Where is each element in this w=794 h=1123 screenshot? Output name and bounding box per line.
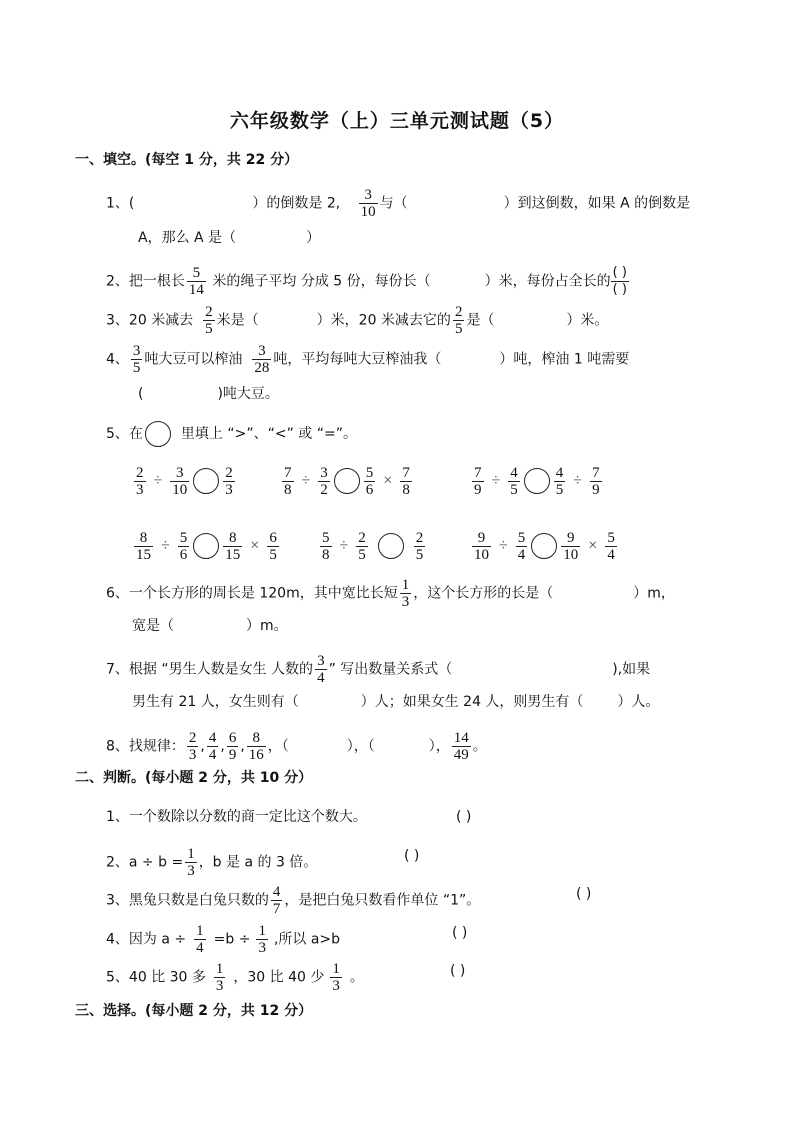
fraction: $\frac{1}{3}$ — [401, 577, 410, 610]
question-1-1: 1、( ）的倒数是 2, $\frac{3}{10}$ 与（ ）到这倒数，如果 A 的倒数是 — [106, 187, 691, 220]
judge-1: 1、一个数除以分数的商一定比这个数大。 — [106, 809, 367, 825]
compare-circle[interactable] — [334, 468, 360, 494]
compare-item: $\frac{2}{3}$ ÷ $\frac{3}{10}$ $\frac{2}{3}$ — [136, 464, 233, 498]
question-1-8: 8、找规律： $\frac{2}{3}$ , $\frac{4}{4}$ , $\frac{6}{9}$ , $\frac{8}{16}$ ，（ ），（ ）， $\frac{14}{49}$ 。 — [106, 730, 487, 763]
question-1-5: 5、在 里填上 “>”、“<” 或 “=”。 — [106, 421, 357, 447]
question-1-7: 7、根据 “男生人数是女生 人数的 $\frac{3}{4}$ ” 写出数量关系式（ ),如果 — [106, 653, 651, 686]
judge-1-answer[interactable]: ( ) — [456, 809, 472, 825]
question-1-4: 4、 $\frac{3}{5}$ 吨大豆可以榨油 $\frac{3}{28}$ 吨，平均每吨大豆榨油我（ ）吨，榨油 1 吨需要 — [106, 343, 630, 376]
question-1-6-cont: 宽是（ ）m。 — [132, 618, 288, 634]
judge-3: 3、黑兔只数是白兔只数的 $\frac{4}{7}$ ，是把白兔只数看作单位 “1”。 — [106, 884, 481, 917]
fraction-answer-box: ( ) ( ) — [612, 265, 627, 297]
compare-item: $\frac{5}{8}$ ÷ $\frac{2}{5}$ $\frac{2}{5}$ — [322, 529, 424, 563]
fraction: $\frac{3}{10}$ — [360, 187, 376, 220]
judge-3-answer[interactable]: ( ) — [576, 886, 592, 902]
fraction: $\frac{3}{4}$ — [317, 653, 325, 686]
section-1-heading: 一、填空。(每空 1 分，共 22 分） — [75, 152, 299, 168]
judge-4-answer[interactable]: ( ) — [452, 925, 468, 941]
judge-2: 2、a ÷ b = $\frac{1}{3}$ ，b 是 a 的 3 倍。 — [106, 846, 318, 879]
question-1-3: 3、20 米减去 $\frac{2}{5}$ 米是（ ）米，20 米减去它的 $\frac{2}{5}$ 是（ ）米。 — [106, 304, 609, 337]
question-1-2: 2、把一根长 $\frac{5}{14}$ 米的绳子平均 分成 5 份，每份长（ ）米，每份占全长的 ( ) ( ) — [106, 265, 627, 298]
fraction: $\frac{5}{14}$ — [188, 265, 204, 298]
compare-circle[interactable] — [531, 533, 557, 559]
fraction: $\frac{4}{7}$ — [272, 884, 281, 917]
fraction: $\frac{2}{5}$ — [205, 304, 213, 337]
question-1-7-cont: 男生有 21 人，女生则有（ ）人；如果女生 24 人，则男生有（ ）人。 — [132, 694, 660, 710]
fraction: $\frac{3}{5}$ — [132, 343, 141, 376]
compare-circle[interactable] — [524, 468, 550, 494]
compare-circle[interactable] — [193, 533, 219, 559]
fraction: $\frac{3}{28}$ — [254, 343, 270, 376]
compare-item: $\frac{8}{15}$ ÷ $\frac{5}{6}$ $\frac{8}{15}$ × $\frac{6}{5}$ — [136, 529, 277, 563]
section-2-heading: 二、判断。(每小题 2 分，共 10 分） — [75, 770, 313, 786]
judge-5-answer[interactable]: ( ) — [450, 963, 466, 979]
compare-item: $\frac{9}{10}$ ÷ $\frac{5}{4}$ $\frac{9}{10}$ × $\frac{5}{4}$ — [474, 529, 615, 563]
question-1-1-cont: A，那么 A 是（ ） — [138, 230, 321, 246]
question-1-4-cont: ( )吨大豆。 — [138, 386, 279, 402]
fraction: $\frac{1}{4}$ — [196, 923, 204, 956]
fraction: $\frac{1}{3}$ — [215, 961, 224, 994]
fraction: $\frac{1}{3}$ — [332, 961, 340, 994]
section-3-heading: 三、选择。(每小题 2 分，共 12 分） — [75, 1003, 313, 1019]
fraction: $\frac{1}{3}$ — [258, 923, 266, 956]
judge-5: 5、40 比 30 多 $\frac{1}{3}$ ，30 比 40 少 $\frac{1}{3}$ 。 — [106, 961, 364, 994]
compare-item: $\frac{7}{8}$ ÷ $\frac{3}{2}$ $\frac{5}{6}$ × $\frac{7}{8}$ — [284, 464, 410, 498]
fraction: $\frac{2}{5}$ — [454, 304, 463, 337]
fraction: $\frac{1}{3}$ — [187, 846, 195, 879]
judge-4: 4、因为 a ÷ $\frac{1}{4}$ =b ÷ $\frac{1}{3}$ ,所以 a>b — [106, 923, 341, 956]
page-title: 六年级数学（上）三单元测试题（5） — [229, 110, 565, 132]
compare-item: $\frac{7}{9}$ ÷ $\frac{4}{5}$ $\frac{4}{5}$ ÷ $\frac{7}{9}$ — [474, 464, 600, 498]
compare-circle[interactable] — [378, 533, 404, 559]
judge-2-answer[interactable]: ( ) — [404, 848, 420, 864]
question-1-6: 6、一个长方形的周长是 120m，其中宽比长短 $\frac{1}{3}$ ，这个长方形的长是（ ）m， — [106, 577, 675, 610]
compare-circle[interactable] — [193, 468, 219, 494]
compare-circle[interactable] — [145, 421, 171, 447]
